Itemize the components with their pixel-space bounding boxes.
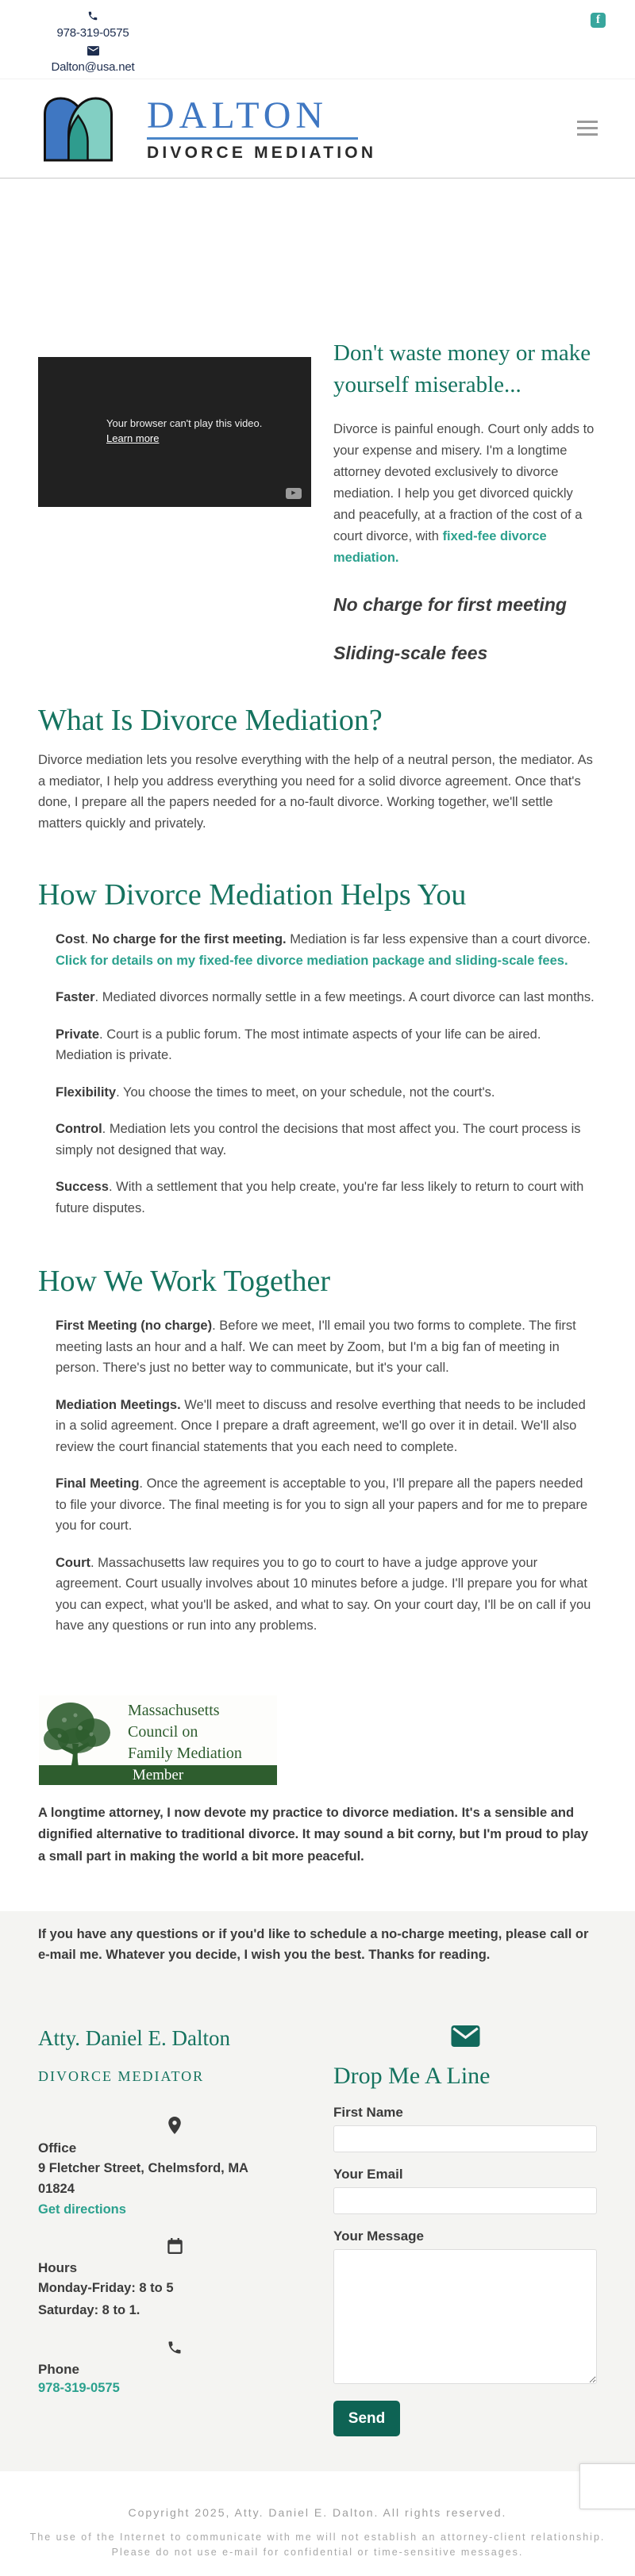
list-item-control: Control. Mediation lets you control the decisions that most affect you. The court process is simply not designed that way. (56, 1122, 581, 1157)
mcfm-line-1: Massachusetts (128, 1701, 220, 1719)
hero-subhead-sliding-scale: Sliding-scale fees (333, 643, 488, 663)
list-item-final-meeting: Final Meeting. Once the agreement is acceptable to you, I'll prepare all the papers needed to file your divorce. The final meeting is for you to sign all your papers and for me to prepare you for court. (56, 1476, 588, 1533)
list-item-cost: Cost. No charge for the first meeting. Mediation is far less expensive than a court divorce. Click for details on my fixed-fee divorce mediation package and sliding-scale fees. (56, 932, 591, 968)
phone-label: Phone (38, 2362, 79, 2377)
hero-intro-paragraph: Divorce is painful enough. Court only adds to your expense and misery. I'm a longtime attorney devoted exclusively to divorce mediation. I help you get divorced quickly and peacefully, at a fraction of the cost of a court divorce, with fixed-fee divorce mediation. (333, 422, 595, 565)
helps-heading: How Divorce Mediation Helps You (38, 878, 467, 912)
hours-label: Hours (38, 2260, 78, 2275)
email-row (33, 45, 152, 75)
list-item-faster: Faster. Mediated divorces normally settle in a few meetings. A court divorce can last months. (56, 990, 595, 1004)
top-contact-bar (0, 0, 635, 79)
copyright-text: Copyright 2025, Atty. Daniel E. Dalton. All rights reserved. (128, 2506, 507, 2519)
mcfm-line-2: Council on (128, 1722, 198, 1741)
hours-weekday: Monday-Friday: 8 to 5 (38, 2281, 174, 2295)
office-label: Office (38, 2140, 77, 2156)
mcfm-member-badge (39, 1695, 277, 1785)
hero-text-column (333, 337, 597, 666)
mcfm-member-label: Member (132, 1766, 184, 1783)
cta-paragraph: If you have any questions or if you'd like to schedule a no-charge meeting, please call or e-mail me. Whatever you decide, I wish you the best. Thanks for reading. (38, 1927, 589, 1962)
attorney-role: DIVORCE MEDIATOR (38, 2068, 205, 2084)
disclaimer-text (16, 2530, 619, 2560)
list-item-flexibility: Flexibility. You choose the times to meet, on your schedule, not the court's. (56, 1085, 495, 1100)
video-learn-more-link[interactable]: Learn more (106, 432, 160, 444)
work-heading: How We Work Together (38, 1265, 330, 1298)
mcfm-member-bar (39, 1765, 277, 1785)
disclaimer-line-2: Please do not use e-mail for confidential or time-sensitive messages. (111, 2547, 524, 2558)
phone-row (33, 10, 152, 40)
hero-heading: Don't waste money or make yourself miserable... (333, 340, 591, 397)
video-error-text: Your browser can't play this video. (106, 417, 263, 429)
list-item-first-meeting: First Meeting (no charge). Before we meet, I'll email you two forms to complete. The first meeting lasts an hour and a half. We can meet by Zoom, but I'm a big fan of meeting in person. There's just no better way to communicate, but it's your call. (56, 1319, 576, 1375)
what-is-section (0, 702, 635, 834)
footer-form-column (333, 2025, 597, 2436)
office-address: 9 Fletcher Street, Chelmsford, MA 01824 (38, 2161, 248, 2196)
location-pin-icon (38, 2117, 311, 2134)
footer-columns (38, 2025, 597, 2436)
recaptcha-badge[interactable] (579, 2463, 635, 2509)
phone-handset-icon (38, 2340, 311, 2355)
send-button[interactable]: Send (333, 2401, 400, 2436)
phone-icon (33, 10, 152, 25)
list-item-court: Court. Massachusetts law requires you to go to court to have a judge approve your agreement. Court usually involves about 10 minutes before a judge. I'll prepare you for what you can expect, what you'll be asked, and what to say. On your court day, I'll be on call if you have any questions or run into any problems. (56, 1555, 591, 1633)
facebook-icon[interactable]: f (591, 13, 606, 28)
about-paragraph: A longtime attorney, I now devote my practice to divorce mediation. It's a sensible and dignified alternative to traditional divorce. It may sound a bit corny, but I'm proud to play a small part in making the world a bit more peaceful. (38, 1805, 589, 1864)
hero-subhead-no-charge: No charge for first meeting (333, 594, 567, 615)
work-section (0, 1263, 635, 1637)
video-player[interactable] (38, 357, 311, 507)
list-item-mediation-meetings: Mediation Meetings. We'll meet to discuss and resolve everthing that needs to be included in a solid agreement. Once I prepare a draft agreement, we'll go over it in detail. We'll also review the court financial statements that you each need to complete. (56, 1397, 586, 1454)
first-name-label: First Name (333, 2105, 403, 2120)
form-heading: Drop Me A Line (333, 2063, 491, 2089)
list-item-private: Private. Court is a public forum. The most intimate aspects of your life can be aired. Mediation is private. (56, 1027, 541, 1062)
brand-tagline: DIVORCE MEDIATION (147, 144, 377, 162)
mcfm-line-3: Family Mediation (128, 1744, 242, 1762)
brand-text-block[interactable] (147, 95, 376, 163)
brand-logo-mark[interactable] (38, 95, 118, 162)
email-input[interactable] (333, 2187, 597, 2214)
video-error-message (106, 416, 262, 446)
list-item-success: Success. With a settlement that you help create, you're far less likely to return to court with future disputes. (56, 1180, 584, 1215)
first-name-input[interactable] (333, 2125, 597, 2152)
work-list (56, 1315, 597, 1637)
email-icon (33, 45, 152, 60)
footer-info-column (38, 2025, 311, 2436)
get-directions-link[interactable]: Get directions (38, 2202, 126, 2217)
footer-phone-link[interactable]: 978-319-0575 (38, 2381, 120, 2395)
hamburger-menu-icon[interactable] (577, 121, 598, 140)
hero-video-column (38, 337, 311, 666)
brand-name: DALTON (147, 94, 329, 136)
play-button-icon[interactable]: ▶ (286, 488, 302, 499)
message-textarea[interactable] (333, 2249, 597, 2384)
mcfm-org-name (128, 1700, 242, 1764)
message-label: Your Message (333, 2229, 425, 2244)
topbar-email-link[interactable]: Dalton@usa.net (51, 60, 135, 74)
site-header (0, 79, 635, 179)
disclaimer-line-1: The use of the Internet to communicate with me will not establish an attorney-client relationship. (29, 2532, 606, 2543)
hero-section (0, 337, 635, 666)
topbar-phone-link[interactable]: 978-319-0575 (56, 26, 129, 40)
what-is-heading: What Is Divorce Mediation? (38, 704, 383, 737)
helps-list (56, 929, 597, 1219)
contact-section (0, 1911, 635, 2471)
header-inner (0, 79, 635, 163)
brand-rule (147, 137, 358, 140)
email-label: Your Email (333, 2167, 403, 2182)
attorney-name: Atty. Daniel E. Dalton (38, 2026, 230, 2050)
contact-block (33, 10, 152, 75)
helps-section (0, 877, 635, 1219)
legal-footer (0, 2471, 635, 2576)
hours-saturday: Saturday: 8 to 1. (38, 2303, 140, 2317)
envelope-icon (333, 2025, 597, 2051)
calendar-icon (38, 2238, 311, 2254)
what-is-paragraph: Divorce mediation lets you resolve everything with the help of a neutral person, the mediator. As a mediator, I help you address everything you need for a solid divorce agreement. Once that's done, I prepare all the papers needed for a no-fault divorce. Working together, we'll settle matters quickly and privately. (38, 753, 593, 831)
